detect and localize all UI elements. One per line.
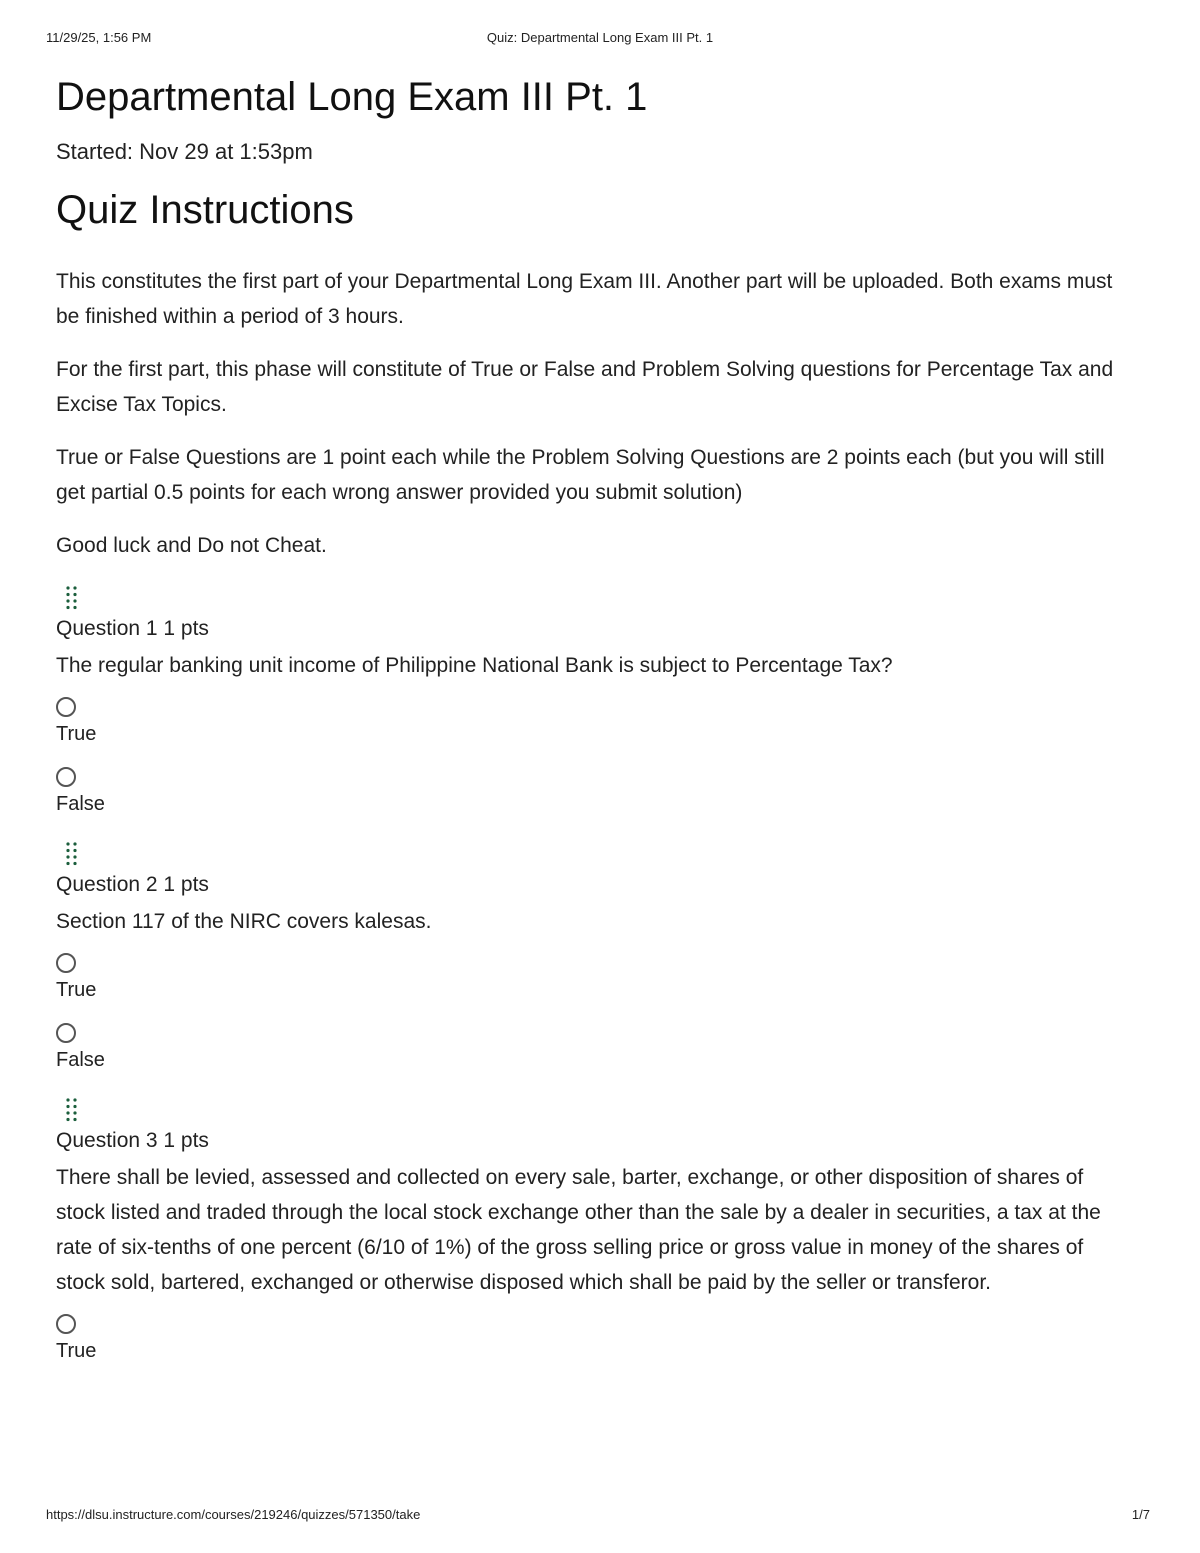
radio-button[interactable] xyxy=(56,1314,76,1334)
answer-label: False xyxy=(56,793,105,815)
answer-label: False xyxy=(56,1049,105,1071)
radio-button[interactable] xyxy=(56,767,76,787)
page-number: 1/7 xyxy=(1131,1507,1150,1522)
question-text: There shall be levied, assessed and collected on every sale, barter, exchange, or other disposition of shares of stock listed and traded through the local stock exchange other than the sale by a dealer in securities, a tax at the rate of six-tenths of one percent (6/10 of 1%) of the gross selling price or gross value in money of the shares of stock sold, bartered, exchanged or otherwise disposed which shall be paid by the seller or transferor. xyxy=(56,1166,1101,1294)
instructions-heading: Quiz Instructions xyxy=(56,188,354,232)
quiz-content xyxy=(56,70,1136,1374)
answer-option[interactable] xyxy=(56,767,1136,819)
answer-option[interactable] xyxy=(56,1023,1136,1075)
radio-button[interactable] xyxy=(56,953,76,973)
quiz-title: Departmental Long Exam III Pt. 1 xyxy=(56,75,648,119)
question-header: Question 3 1 pts xyxy=(56,1129,209,1152)
answer-label: True xyxy=(56,723,97,745)
question-header: Question 2 1 pts xyxy=(56,873,209,896)
print-header xyxy=(46,30,1154,50)
print-url: https://dlsu.instructure.com/courses/219246/quizzes/571350/take xyxy=(46,1507,421,1522)
answer-label: True xyxy=(56,979,97,1001)
instruction-paragraph: For the first part, this phase will constitute of True or False and Problem Solving questions for Percentage Tax and Excise Tax Topics. xyxy=(56,358,1114,416)
answer-label: True xyxy=(56,1340,97,1362)
answer-option[interactable] xyxy=(56,953,1136,1005)
answer-option[interactable] xyxy=(56,697,1136,749)
radio-button[interactable] xyxy=(56,697,76,717)
question-3 xyxy=(56,1097,1136,1366)
question-text: Section 117 of the NIRC covers kalesas. xyxy=(56,910,432,933)
radio-button[interactable] xyxy=(56,1023,76,1043)
question-2 xyxy=(56,841,1136,1075)
started-time: Started: Nov 29 at 1:53pm xyxy=(56,139,313,164)
question-text: The regular banking unit income of Philippine National Bank is subject to Percentage Tax? xyxy=(56,654,893,677)
print-footer xyxy=(46,1507,1154,1527)
instruction-paragraph: True or False Questions are 1 point each while the Problem Solving Questions are 2 points each (but you will still get partial 0.5 points for each wrong answer provided you submit solution) xyxy=(56,446,1105,504)
drag-handle-icon[interactable] xyxy=(62,841,82,867)
print-page-title: Quiz: Departmental Long Exam III Pt. 1 xyxy=(486,30,714,45)
question-header: Question 1 1 pts xyxy=(56,617,209,640)
drag-handle-icon[interactable] xyxy=(62,585,82,611)
instruction-paragraph: Good luck and Do not Cheat. xyxy=(56,534,327,557)
instructions-body xyxy=(56,264,1136,563)
answer-option[interactable] xyxy=(56,1314,1136,1366)
question-1 xyxy=(56,585,1136,819)
drag-handle-icon[interactable] xyxy=(62,1097,82,1123)
instruction-paragraph: This constitutes the first part of your Departmental Long Exam III. Another part will be uploaded. Both exams must be finished within a period of 3 hours. xyxy=(56,270,1113,328)
print-datetime: 11/29/25, 1:56 PM xyxy=(46,30,152,45)
